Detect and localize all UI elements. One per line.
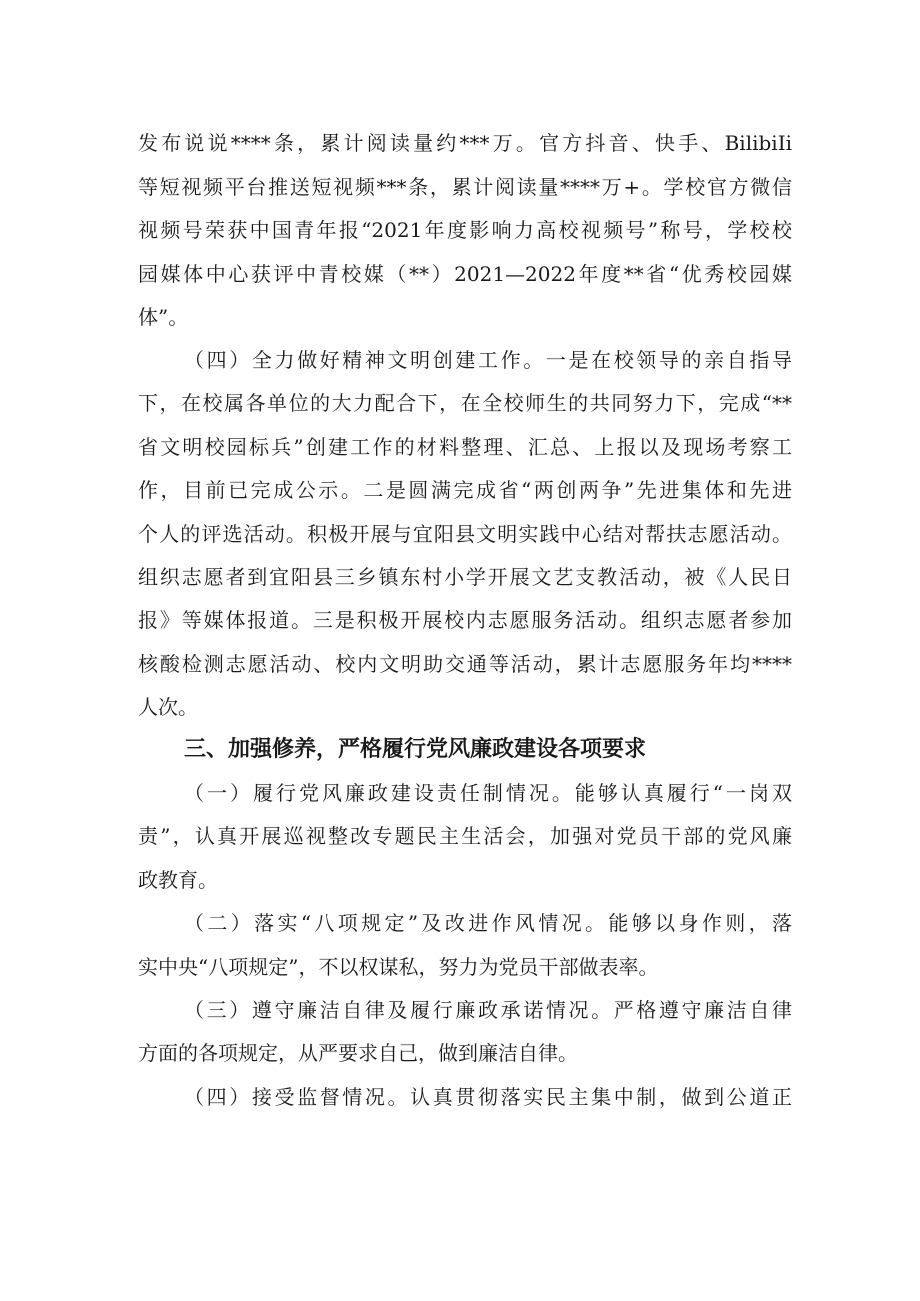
body-text-line: 组织志愿者到宜阳县三乡镇东村小学开展文艺支教活动，被《人民日 — [138, 565, 792, 589]
paragraph-first-line: （四）全力做好精神文明创建工作。一是在校领导的亲自指导 — [184, 348, 792, 372]
paragraph-first-line: （一）履行党风廉政建设责任制情况。能够认真履行“一岗双 — [184, 781, 792, 805]
body-text-line: 等短视频平台推送短视频***条，累计阅读量****万+。学校官方微信 — [138, 175, 792, 199]
body-text-line: 个人的评选活动。积极开展与宜阳县文明实践中心结对帮扶志愿活动。 — [138, 522, 792, 546]
body-text-line: 人次。 — [138, 695, 198, 719]
body-text-line: 视频号荣获中国青年报“2021年度影响力高校视频号”称号，学校校 — [138, 218, 792, 242]
paragraph-first-line: （二）落实“八项规定”及改进作风情况。能够以身作则，落 — [184, 911, 792, 935]
section-heading: 三、加强修养，严格履行党风廉政建设各项要求 — [184, 737, 647, 762]
body-text-line: 下，在校属各单位的大力配合下，在全校师生的共同努力下，完成“** — [138, 391, 792, 415]
body-text-line: 方面的各项规定，从严要求自己，做到廉洁自律。 — [138, 1041, 578, 1065]
body-text-line: 政教育。 — [138, 868, 218, 892]
body-text-line: 核酸检测志愿活动、校内文明助交通等活动，累计志愿服务年均**** — [138, 652, 792, 676]
body-text-line: 报》等媒体报道。三是积极开展校内志愿服务活动。组织志愿者参加 — [138, 608, 792, 632]
paragraph-first-line: （四）接受监督情况。认真贯彻落实民主集中制，做到公道正 — [184, 1085, 792, 1109]
body-text-line: 省文明校园标兵”创建工作的材料整理、汇总、上报以及现场考察工 — [138, 435, 792, 459]
body-text-line: 体”。 — [138, 305, 189, 329]
body-text-line: 责”，认真开展巡视整改专题民主生活会，加强对党员干部的党风廉 — [138, 824, 792, 848]
body-text-line: 发布说说****条，累计阅读量约***万。官方抖音、快手、BilibiIi — [138, 131, 792, 155]
body-text-line: 园媒体中心获评中青校媒（**）2021—2022年度**省“优秀校园媒 — [138, 262, 792, 286]
body-text-line: 实中央“八项规定”，不以权谋私，努力为党员干部做表率。 — [138, 955, 659, 979]
paragraph-first-line: （三）遵守廉洁自律及履行廉政承诺情况。严格遵守廉洁自律 — [184, 998, 792, 1022]
body-text-line: 作，目前已完成公示。二是圆满完成省“两创两争”先进集体和先进 — [138, 478, 792, 502]
